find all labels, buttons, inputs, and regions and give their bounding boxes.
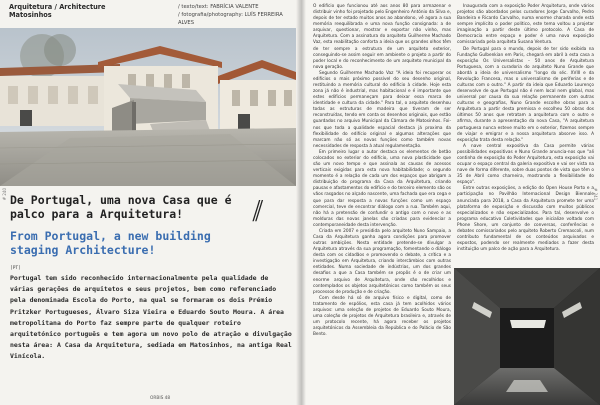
body-column-2 [457,4,594,259]
body-paragraph: Com desde há só de arquivo físico e digital, como de tratamento de espólios, esta casa já tem acolhidos vários arquivos: uma seleção de projetos de Eduardo Souto Moura, uma coleção de projetos de Arquitetura brasileira e, através de um protocolo recente, há agora receber os projetos arquitetónicos da Assembleia da República e do Palácio de São Bento. [313,295,451,338]
interior-photo [454,268,600,405]
credits [178,3,300,27]
body-paragraph: O edifício que funcionou até aos anos 80 para armazenar e distribuir vinho foi projetado pelo Engenheiro António da Silva e, depois de ter estado muitos anos ao abandono, vê agora a sua memória reequilibrada e uma nova função consignada: a de arquivar, questionar, mostrar e exportar não vinho, mas Arquitetura. Com a assinatura do arquiteto Guilherme Machado Vaz, esta reabilitação conforta a ideia que os grandes olhos têm de ter sempre a estrutura de um arquiteto exterior, conseguindo-se assim seguir em ambiente o projeto a partir do poder local e do reconhecimento de um arquiteto municipal da nova geração. [313,4,451,70]
side-folio-right: # 241 [593,188,598,201]
slash-ornament: // [252,196,258,226]
body-paragraph: Segundo Guilherme Machado Vaz "A ideia foi recuperar os edifícios o mais próximo possível do seu desenho original, restituindo a memória cultural do edifício à cidade. Hoje esta zona já não é industrial, mas habitacional e é importante que estes edifícios permaneçam para deixar essa marca de identidade e cultura da cidade." Para tal, o arquiteto desenhou todas as estruturas de madeira que tiveram de ser reconstruídas, tendo em conta os desenhos originais, que estão guardados no arquivo Municipal da Câmara de Matosinhos. Foi-nos que toda a qualidade espacial destaca já proxima da flexibilidade do edifício original e algumas alterações que marcam não só as novas funções como também novas necessidades de resposta à atual regulamentação. [313,70,451,149]
language-tag: [PT] [10,266,21,271]
title-portuguese: De Portugal, uma nova Casa que é palco para a Arquitetura! [10,193,232,221]
text-credit-label: texto/text: [181,4,209,10]
photo-credit: / fotografia/photography: LUÍS FERREIRA ALVES [178,12,283,26]
title-english: From Portugal, a new building staging Architecture! [10,229,211,257]
photo-credit-label: fotografia/photography: [181,12,243,18]
building-photo [0,28,296,186]
body-paragraph: Em primeiro lugar o autor destaca os elementos de betão colocados no exterior do edifício, uma nova plasticidade que são um novo tempo e que assinala as causas de acessos verticais exigidas para esta nova habitabilidade; o segundo momento é a relação de cada um dos espaços que abrigam a distribuição do programa da Casa da Arquitetura, criando pausas e afastamentos do edifício e do terceiro elemento são os vãos rasgados no alçado nascente, uma fachada que era cega e que para dar resposta a novas funções como um espaço comercial, teve de encontrar diálogo com a rua. Também aqui, não há a pretensão de confundir o antigo com o novo e as molduras das novas janelas são criadas para evidenciar a contemporaneidade desta intervenção. [313,149,451,228]
building-illustration [0,28,296,186]
body-paragraph: Entre outras exposições, a edição do Open House Porto e a participação no Pavilhão Internacional Design Biennale anunciada para 2018, a Casa da Arquitetura promete ter uma plataforma de exposição e discussão com muitos públicos especializados e não especializados. Para tal, desenvolve o programa educativo Coletividades que inicialize voltado com Phone Shore, um conjunto de conversas, conferências e debates comissariados pelo arquiteto Roberto Cremascoli, num contributo fundamental de os conteúdos arquivados e expostos, podendo ser realmente mediados a fazer desta instituição um palco de ação para a Arquitetura. [457,186,594,253]
text-credit: / texto/text: FABRÍCIA VALENTE [178,4,259,10]
location-label: Matosinhos [9,11,52,19]
section-label: Arquitetura / Architecture [9,3,106,11]
text-credit-author: FABRÍCIA VALENTE [210,4,259,10]
side-folio-left: # 240 [2,188,7,201]
spine-gutter [296,0,306,405]
page-number: ORBIS 48 [150,396,171,401]
body-paragraph: A nave central expositiva da Casa permite várias possibilidades expositivas e Nuno Grande anuncia-nos que "ali continha de exposição do Poder Arquitetura, esta exposição vai ocupar o espaço central da galeria expositiva e vai ser vista na nave de forma diferente, sobre duas pontos de vista que têm o 35 de Abril como charneira, mostrando a flexibilidade do espaço". [457,143,594,186]
body-column-1 [313,4,451,400]
section-header [9,3,106,19]
body-paragraph: Criada em 2007 e presidida pelo arquiteto Nuno Sampaio, a Casa da Arquitetura ganha agora condições para promover outras ambições. Nesta entidade pretende-se divulgar a Arquitetura através da sua programação, fomentando o diálogo desta com os cidadãos e promovendo o debate, a crítica e a investigação em Arquitetura, criando intercâmbios com outras entidades. Numa sociedade de indústrias, um dos grandes desafios a que a Casa também se propôs é o de criar um enorme arquivo de Arquitetura, onde são recolhidos e contemplados os objetos arquitetónicos como também os seus processos de produção e de criação. [313,228,451,295]
body-paragraph: De Portugal para o mundo, depois de ter sido exibida na Fundação Gulbenkian em Paris, chegará em abril à esta casa a exposição Os Universalistas – 50 anos de Arquitetura Portuguesa, com a curadoria do arquiteto Nuno Grande que abordá a ideia de universalismo "longo do séc. XVIII e da Revolução Francesa, mas o universalismo de periferias e de culturas com o outro." A partir da ideia que Eduardo Lourenço desenvolve de que Portugal não é nem local nem global, mas universal por causa da sua relação permanente com outras culturas e geografias, Nuno Grande escolhe obras para a Arquitetura a partir desta premissa e escolheu 50 obras dos últimos 50 anos que retratam a arquitetura com o outro e afirma, durante a apresentação da nova Casa, "A arquitetura portuguesa nunca esteve muito em o exterior, fizemos sempre de viajar e emigrar e a nossa arquitetura absorve isso. A exposição trata desta relação." [457,46,594,143]
lead-paragraph: Portugal tem sido reconhecido internacionalmente pela qualidade de várias gerações de arquitetos e seus projetos, bem como referenciado pela denominada Escola do Porto, na qual se formaram os dois Prémio Pritzker Portugueses, Álvaro Siza Vieira e Eduardo Souto Moura. A área metropolitana do Porto faz sempre parte de qualquer roteiro arquitetónico português e tem agora um novo polo de atração e divulgação nesta área: A Casa da Arquitetura, sediada em Matosinhos, na antiga Real Vinícola. [10,274,292,361]
body-paragraph: Inaugurada com a exposição Poder Arquitetura, onde vários projetos são abordados pelos curadores Jorge Carvalho, Pedro Bandeira e Ricardo Carvalho, numa enorme charada onde está sempre implícito o poder político, este tema voltou a projetar imaginação a partir deste último protocolo. A Casa de Democracia entre espaço e poder é uma nova exposição comissariada pela arquiteta Susana Ventura. [457,4,594,46]
photo-credit-author: LUÍS FERREIRA ALVES [178,12,283,26]
interior-illustration [454,268,600,405]
